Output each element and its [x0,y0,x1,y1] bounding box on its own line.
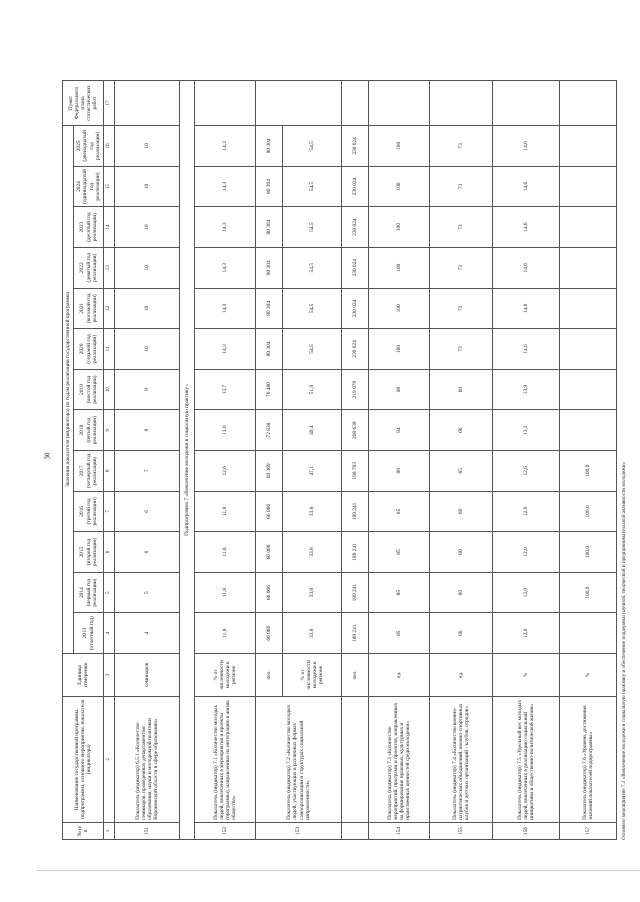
plan-cell [430,81,493,126]
subprogram-title: Подпрограмма 7 «Вовлечение молодежи в социальную практику» [180,81,195,840]
header-year: 2018 (пятый год реализации) [74,410,104,451]
value-cell: 14,3 [195,207,256,248]
value-cell: 60 [430,532,493,573]
value-cell: 230 024 [342,207,369,248]
table-row [369,81,430,840]
value-cell: 10 [115,247,180,288]
column-index-row [104,81,115,840]
row-number: 151 [115,822,180,839]
header-unit: Единица измерения [63,654,104,697]
value-cell [560,247,617,288]
header-group: Значения показателя (индикатора) по годам реализации государственной программы [63,126,74,654]
footer-divider [36,870,640,871]
value-cell [560,166,617,207]
value-cell [560,207,617,248]
value-cell: 189 241 [342,572,369,613]
value-cell: 51,9 [283,369,342,410]
value-cell: 100 [369,126,430,167]
col-index: 16 [104,126,115,167]
col-index: 11 [104,329,115,370]
value-cell: 80 304 [256,126,283,167]
indicator-name: Показатель (индикатор) 7.3 «Количество мероприятий, программ и проектов, направленных на формирование правовых, культурных и нравственных ценностей среди молодежи» [369,696,430,822]
value-cell: 4 [115,613,180,654]
value-cell: 54,5 [283,207,342,248]
value-cell: 12,6 [493,450,560,491]
rotated-page-content [62,80,628,840]
header-no: № п/п [63,822,104,839]
value-cell: 12,0 [493,532,560,573]
table-row [115,81,180,840]
header-row-1 [63,81,74,840]
value-cell: 73 [430,126,493,167]
value-cell: 69 369 [256,450,283,491]
value-cell: 208 638 [342,410,369,451]
value-cell: 66 066 [256,491,283,532]
value-cell: 33,8 [283,491,342,532]
value-cell: 54,5 [283,166,342,207]
header-name: Наименование государственной программы, подпрограммы, основного мероприятия, показателя (индикатора) [63,696,104,822]
row-number [342,822,369,839]
table-container [62,80,628,840]
table-row [430,81,493,840]
col-index: 14 [104,207,115,248]
value-cell: 80 304 [256,166,283,207]
value-cell: 14,3 [195,288,256,329]
row-number: 154 [369,822,430,839]
value-cell: 66 066 [256,613,283,654]
indicator-name: Показатель (индикатор) 7.6 «Уровень достижения значений показателей подпрограммы» [560,696,617,822]
value-cell: 6 [115,491,180,532]
value-cell: 85 [369,613,430,654]
value-cell: 100,0 [560,450,617,491]
indicator-name: Показатель (индикатор) 6.5.1 «Количество семинаров, проведенных департаментом образования, науки и молодежной политики Воронежской области в сфере образования» [115,696,180,822]
header-plan: Пункт Федерального плана статистических работ [63,81,104,126]
indicator-unit: % [493,654,560,697]
value-cell: 73 [430,247,493,288]
value-cell: 80 304 [256,329,283,370]
row-number: 155 [430,822,493,839]
header-year: 2020 (седьмой год реализации) [74,329,104,370]
header-year: 2022 (девятый год реализации) [74,247,104,288]
value-cell: 10 [115,207,180,248]
value-cell: 80 304 [256,247,283,288]
value-cell: 230 024 [342,247,369,288]
value-cell: 100,0 [560,491,617,532]
indicator-unit: чел. [256,654,283,697]
value-cell: 14,3 [195,126,256,167]
col-index: 5 [104,572,115,613]
indicator-name: Показатель (индикатор) 7.5 «Удельный вес молодых людей, вовлеченных в реализацию социальной инициативы и общественно-политической жизни» [493,696,560,822]
value-cell: 14,6 [493,166,560,207]
value-cell: 72 838 [256,410,283,451]
plan-cell [195,81,256,126]
indicator-table [62,80,617,840]
value-cell: 198 703 [342,450,369,491]
header-year: 2024 (одиннадцатый год реализации) [74,166,104,207]
value-cell: 73 [430,166,493,207]
row-number: 157 [560,822,617,839]
value-cell: 11,8 [195,491,256,532]
value-cell: 12,6 [195,450,256,491]
col-index: 10 [104,369,115,410]
indicator-name: Показатель (индикатор) 7.1 «Количество молодых людей, вовлеченных в мероприятия и проекты (программы), направленные на интеграцию в жизнь общества» [195,696,256,822]
value-cell: 189 241 [342,491,369,532]
value-cell: 14,6 [493,207,560,248]
plan-cell [342,81,369,126]
value-cell: 11,8 [195,613,256,654]
indicator-unit: % [560,654,617,697]
col-index: 8 [104,450,115,491]
value-cell: 60 [430,613,493,654]
value-cell: 14,6 [493,247,560,288]
value-cell: 65 [430,450,493,491]
value-cell: 13,0 [195,410,256,451]
value-cell: 54,5 [283,288,342,329]
value-cell: 13,9 [493,369,560,410]
indicator-unit: ед. [369,654,430,697]
value-cell [560,410,617,451]
page-number: 30 [43,452,52,460]
value-cell [560,126,617,167]
value-cell: 66 [430,410,493,451]
value-cell: 10 [115,166,180,207]
value-cell: 13,7 [195,369,256,410]
col-index: 12 [104,288,115,329]
indicator-unit: семинаров [115,654,180,697]
value-cell: 6 [115,532,180,573]
row-number: 152 [195,822,256,839]
value-cell: 33,8 [283,572,342,613]
value-cell: 189 241 [342,613,369,654]
col-index: 6 [104,532,115,573]
value-cell: 85 [369,532,430,573]
value-cell: 73 [430,207,493,248]
value-cell: 10 [115,126,180,167]
header-year: 2013 (отчетный год) [74,613,104,654]
col-index: 7 [104,491,115,532]
col-index: 15 [104,166,115,207]
table-row [342,81,369,840]
value-cell: 230 024 [342,288,369,329]
value-cell: 230 024 [342,329,369,370]
value-cell: 189 241 [342,532,369,573]
value-cell: 100,0 [560,572,617,613]
header-year: 2015 (второй год реализации) [74,532,104,573]
value-cell [560,329,617,370]
header-year: 2019 (шестой год реализации) [74,369,104,410]
value-cell: 230 024 [342,126,369,167]
row-number: 153 [256,822,342,839]
indicator-unit: чел. [342,654,369,697]
value-cell: 47,1 [283,450,342,491]
value-cell: 66 066 [256,572,283,613]
value-cell: 33,8 [283,613,342,654]
plan-cell [493,81,560,126]
value-cell: 12,0 [493,491,560,532]
value-cell: 14,3 [195,247,256,288]
value-cell: 76 480 [256,369,283,410]
value-cell: 13,2 [493,410,560,451]
value-cell: 54,5 [283,247,342,288]
value-cell: 49,4 [283,410,342,451]
subprogram-row [180,81,195,840]
col-index: 4 [104,613,115,654]
row-number: 156 [493,822,560,839]
col-index: 1 [104,822,115,839]
header-year: 2017 (четвертый год реализации) [74,450,104,491]
value-cell: 60 [430,491,493,532]
value-cell: 98 [369,369,430,410]
header-year: 2023 (десятый год реализации) [74,207,104,248]
value-cell: 100 [369,166,430,207]
col-index: 17 [104,81,115,126]
value-cell: 230 024 [342,166,369,207]
col-index: 9 [104,410,115,451]
value-cell: 69 [430,369,493,410]
value-cell [560,369,617,410]
header-year: 2016 (третий год реализации) [74,491,104,532]
col-index: 3 [104,654,115,697]
value-cell: 89 [369,450,430,491]
value-cell: 10 [115,288,180,329]
value-cell: 100 [369,207,430,248]
value-cell: 94 [369,410,430,451]
value-cell: 14,3 [195,166,256,207]
value-cell: 10 [115,329,180,370]
value-cell: 14,3 [195,329,256,370]
table-row [560,81,617,840]
value-cell: 100 [369,288,430,329]
value-cell: 85 [369,572,430,613]
value-cell: 100 [369,247,430,288]
indicator-unit: ед. [430,654,493,697]
value-cell: 14,6 [493,288,560,329]
value-cell: 60 [430,572,493,613]
col-index: 2 [104,696,115,822]
plan-cell [256,81,342,126]
value-cell: 73 [430,329,493,370]
value-cell: 5 [115,572,180,613]
table-row [256,81,283,840]
plan-cell [115,81,180,126]
value-cell: 11,8 [195,532,256,573]
value-cell: 12,0 [493,572,560,613]
footnote: Основное мероприятие 7.1 «Вовлечение молодежи в социальную практику и обеспечение поддержки научной, творческой и предпринимательской активности молодежи» [621,461,628,840]
indicator-name [342,696,369,822]
value-cell: 12,0 [493,613,560,654]
value-cell: 11,8 [195,572,256,613]
value-cell [560,288,617,329]
value-cell: 8 [115,410,180,451]
indicator-name: Показатель (индикатор) 7.4 «Количество военно-патриотических объединений, военно-спортивных клубов и детских организаций - клубов, отрядов» [430,696,493,822]
value-cell: 33,8 [283,532,342,573]
value-cell: 73 [430,288,493,329]
col-index: 13 [104,247,115,288]
value-cell: 9 [115,369,180,410]
header-year: 2025 (двенадцатый год реализации) [74,126,104,167]
value-cell: 80 304 [256,207,283,248]
value-cell: 54,5 [283,126,342,167]
value-cell: 100 [369,329,430,370]
header-year: 2021 (восьмой год реализации) [74,288,104,329]
value-cell: 66 066 [256,532,283,573]
table-row [195,81,256,840]
plan-cell [369,81,430,126]
value-cell: 219 070 [342,369,369,410]
value-cell: 80 304 [256,288,283,329]
table-row [493,81,560,840]
indicator-name: Показатель (индикатор) 7.2 «Количество молодых людей, участвующих в различных формах самоорганизации и структурах социальной направленности» [256,696,342,822]
plan-cell [560,81,617,126]
indicator-unit: % от численности молодежи в регионе [283,654,342,697]
value-cell: 14,6 [493,126,560,167]
value-cell: 7 [115,450,180,491]
value-cell: 54,5 [283,329,342,370]
value-cell: 85 [369,491,430,532]
indicator-unit: % от численности молодежи в регионе [195,654,256,697]
header-year: 2014 (первый год реализации) [74,572,104,613]
value-cell: 14,6 [493,329,560,370]
value-cell [560,613,617,654]
value-cell: 100,0 [560,532,617,573]
